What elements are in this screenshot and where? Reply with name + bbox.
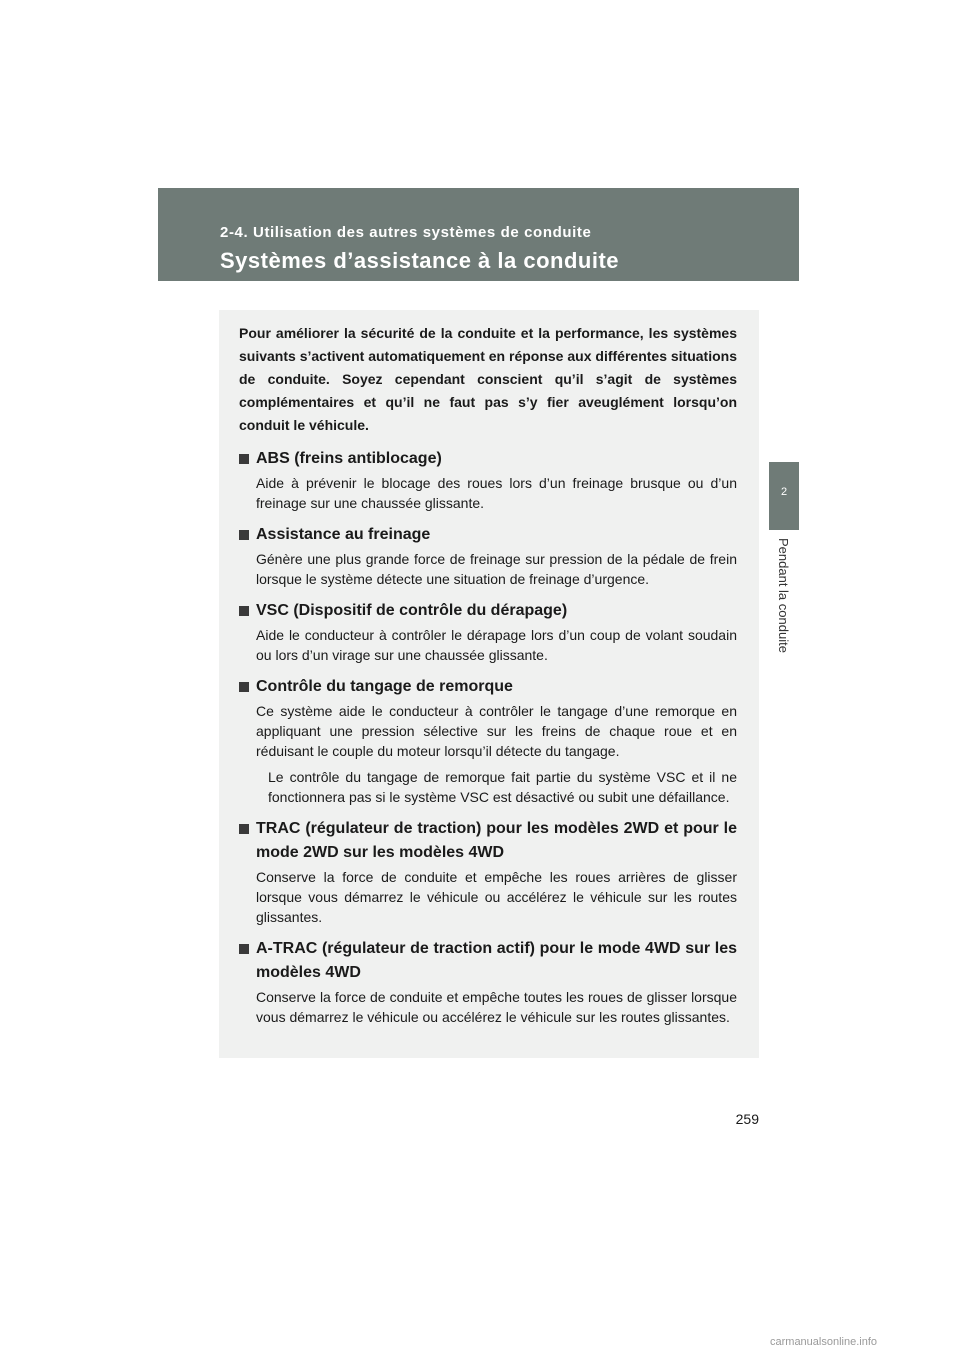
chapter-number: 2 xyxy=(780,486,788,498)
square-bullet-icon xyxy=(239,454,249,464)
content-box xyxy=(219,310,759,1058)
section-trac xyxy=(239,817,737,927)
page-title: Systèmes d’assistance à la conduite xyxy=(220,248,620,273)
section-heading: Contrôle du tangage de remorque xyxy=(256,678,513,695)
chapter-label: Pendant la conduite xyxy=(776,538,791,653)
square-bullet-icon xyxy=(239,944,249,954)
section-note: Le contrôle du tangage de remorque fait partie du système VSC et il ne fonctionnera pas si le système VSC est désactivé ou subit une défaillance. xyxy=(268,769,737,805)
page-number: 259 xyxy=(735,1111,759,1127)
section-heading: A-TRAC (régulateur de traction actif) pour le mode 4WD sur les modèles 4WD xyxy=(256,940,737,981)
section-heading: VSC (Dispositif de contrôle du dérapage) xyxy=(256,602,568,619)
watermark: carmanualsonline.info xyxy=(770,1336,878,1348)
square-bullet-icon xyxy=(239,606,249,616)
section-a-trac xyxy=(239,937,737,1027)
section-abs xyxy=(239,447,737,513)
square-bullet-icon xyxy=(239,530,249,540)
section-body: Ce système aide le conducteur à contrôler le tangage d’une remorque en appliquant une pression sélective sur les freins de chaque roue et en réduisant le couple du moteur lorsqu’il détecte du tangage. xyxy=(256,703,737,759)
section-brake-assist xyxy=(239,523,737,589)
section-body: Conserve la force de conduite et empêche toutes les roues de glisser lorsque vous démarrez le véhicule ou accélérez le véhicule sur les routes glissantes. xyxy=(256,989,737,1025)
square-bullet-icon xyxy=(239,682,249,692)
section-heading: Assistance au freinage xyxy=(256,526,431,543)
square-bullet-icon xyxy=(239,824,249,834)
section-heading: TRAC (régulateur de traction) pour les modèles 2WD et pour le mode 2WD sur les modèles 4WD xyxy=(256,820,737,861)
section-label: 2-4. Utilisation des autres systèmes de conduite xyxy=(220,224,592,241)
section-body: Aide à prévenir le blocage des roues lors d’un freinage brusque ou d’un freinage sur une chaussée glissante. xyxy=(256,475,737,511)
page-header xyxy=(158,188,799,281)
chapter-tab xyxy=(769,462,799,530)
intro-paragraph: Pour améliorer la sécurité de la conduite et la performance, les systèmes suivants s’activent automatiquement en réponse aux différentes situations de conduite. Soyez cependant conscient qu’il s’agit de systèmes complémentaires et qu’il ne faut pas s’y fier aveuglément lorsqu’on conduit le véhicule. xyxy=(239,325,737,433)
section-heading: ABS (freins antiblocage) xyxy=(256,450,442,467)
section-vsc xyxy=(239,599,737,665)
section-body: Conserve la force de conduite et empêche les roues arrières de glisser lorsque vous démarrez le véhicule ou accélérez le véhicule sur les routes glissantes. xyxy=(256,869,737,925)
section-body: Génère une plus grande force de freinage sur pression de la pédale de frein lorsque le système détecte une situation de freinage d’urgence. xyxy=(256,551,737,587)
section-trailer-sway xyxy=(239,675,737,807)
section-body: Aide le conducteur à contrôler le dérapage lors d’un coup de volant soudain ou lors d’un virage sur une chaussée glissante. xyxy=(256,627,737,663)
